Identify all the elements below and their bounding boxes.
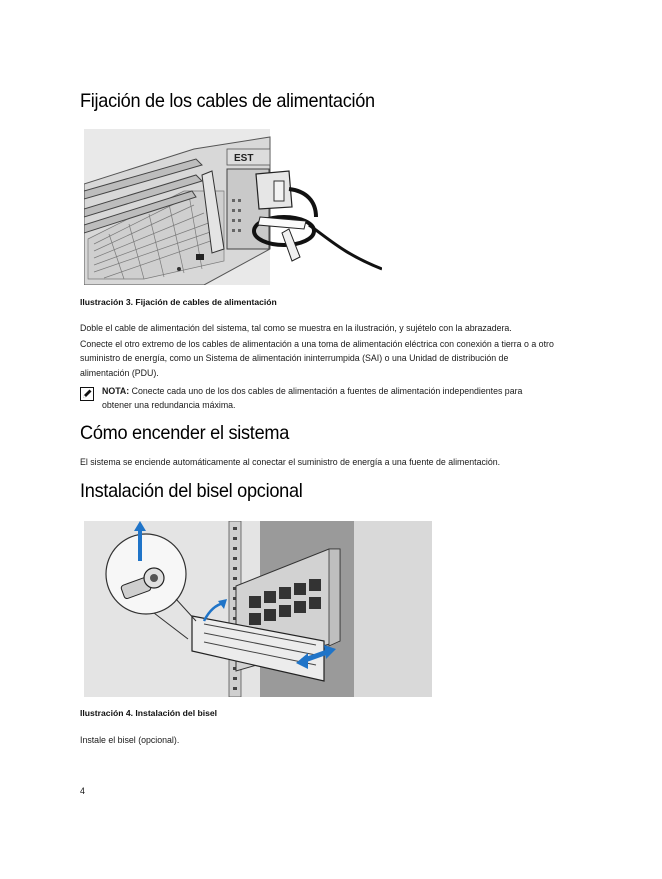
note-label: NOTA: [102, 386, 130, 396]
page-number: 4 [80, 786, 85, 796]
paragraph-install-bezel: Instale el bisel (opcional). [80, 735, 180, 745]
note-body: Conecte cada uno de los dos cables de alimentación a fuentes de alimentación independientes para obtener una redundancia máxima. [102, 386, 523, 411]
heading-power-on: Cómo encender el sistema [80, 422, 290, 444]
figure-power-cables [84, 129, 382, 285]
paragraph-fold-cable: Doble el cable de alimentación del sistema, tal como se muestra en la ilustración, y sujételo con la abrazadera. [80, 323, 512, 333]
figure-bezel [84, 521, 432, 697]
paragraph-power-on: El sistema se enciende automáticamente al conectar el suministro de energía a una fuente de alimentación. [80, 457, 501, 467]
pencil-note-icon [80, 387, 94, 401]
heading-bezel: Instalación del bisel opcional [80, 480, 303, 502]
figure-4-caption: Ilustración 4. Instalación del bisel [80, 708, 218, 718]
figure-3-caption: Ilustración 3. Fijación de cables de alimentación [80, 297, 277, 307]
heading-power-cables: Fijación de los cables de alimentación [80, 90, 375, 112]
est-label: EST [234, 153, 254, 164]
note-text [102, 384, 552, 413]
paragraph-connect-outlet: Conecte el otro extremo de los cables de alimentación a una toma de alimentación eléctrica con conexión a tierra o a otro suministro de energía, como un Sistema de alimentación ininterrumpida (SAI) o una Unidad de distribución de alimentación (PDU). [80, 339, 554, 378]
